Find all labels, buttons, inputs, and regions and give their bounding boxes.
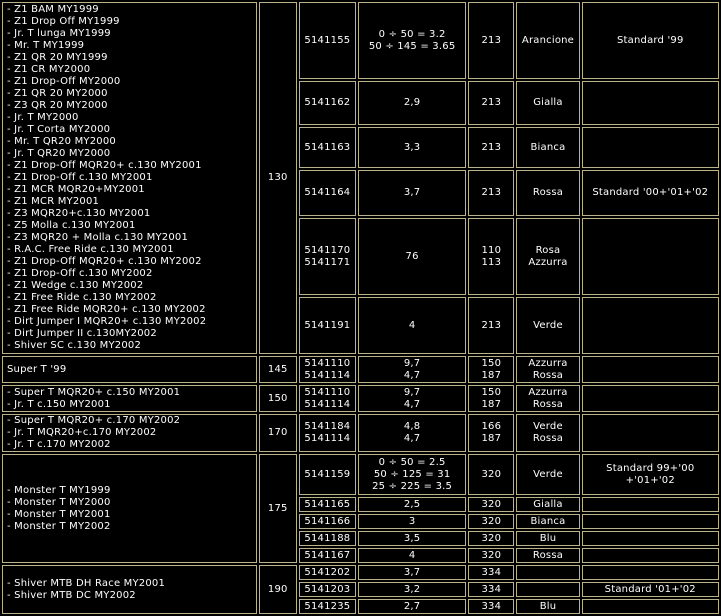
note-cell: Standard 99+'00 +'01+'02 bbox=[582, 454, 719, 495]
note-cell bbox=[582, 565, 719, 580]
code-cell: 5141159 bbox=[299, 454, 356, 495]
color-cell: Gialla bbox=[516, 81, 579, 125]
code-cell: 5141110 5141114 bbox=[299, 356, 356, 383]
rate-cell: 0 ÷ 50 = 3.2 50 ÷ 145 = 3.65 bbox=[358, 2, 466, 79]
rate-cell: 2,7 bbox=[358, 599, 466, 614]
travel-cell: 170 bbox=[259, 414, 297, 452]
code-cell: 5141163 bbox=[299, 127, 356, 168]
note-cell bbox=[582, 127, 719, 168]
code-cell: 5141155 bbox=[299, 2, 356, 79]
code-cell: 5141164 bbox=[299, 170, 356, 216]
code-cell: 5141188 bbox=[299, 531, 356, 546]
color-cell: Gialla bbox=[516, 497, 579, 512]
note-cell bbox=[582, 548, 719, 563]
color-cell: Verde bbox=[516, 454, 579, 495]
length-cell: 166 187 bbox=[468, 414, 514, 452]
models-cell: - Z1 BAM MY1999 - Z1 Drop Off MY1999 - Jr. T lunga MY1999 - Mr. T MY1999 - Z1 QR 20 MY1999 - Z1 CR MY2000 - Z1 Drop-Off MY2000 - Z1 QR 20 MY2000 - Z3 QR 20 MY2000 - Jr. T MY2000 - Jr. T Corta MY2000 - Mr. T QR20 MY2000 - Jr. T QR20 MY2000 - Z1 Drop-Off MQR20+ c.130 MY2001 - Z1 Drop-Off c.130 MY2001 - Z1 MCR MQR20+MY2001 - Z1 MCR MY2001 - Z3 MQR20+c.130 MY2001 - Z5 Molla c.130 MY2001 - Z3 MQR20 + Molla c.130 MY2001 - R.A.C. Free Ride c.130 MY2001 - Z1 Drop-Off MQR20+ c.130 MY2002 - Z1 Drop-Off c.130 MY2002 - Z1 Wedge c.130 MY2002 - Z1 Free Ride c.130 MY2002 - Z1 Free Ride MQR20+ c.130 MY2002 - Dirt Jumper I MQR20+ c.130 MY2002 - Dirt Jumper II c.130MY2002 - Shiver SC c.130 MY2002 bbox=[2, 2, 257, 354]
rate-cell: 2,9 bbox=[358, 81, 466, 125]
color-cell: Bianca bbox=[516, 514, 579, 529]
travel-cell: 150 bbox=[259, 385, 297, 412]
code-cell: 5141167 bbox=[299, 548, 356, 563]
length-cell: 320 bbox=[468, 531, 514, 546]
color-cell: Verde bbox=[516, 297, 579, 354]
length-cell: 334 bbox=[468, 599, 514, 614]
code-cell: 5141166 bbox=[299, 514, 356, 529]
note-cell bbox=[582, 385, 719, 412]
rate-cell: 76 bbox=[358, 218, 466, 295]
code-cell: 5141184 5141114 bbox=[299, 414, 356, 452]
rate-cell: 3,5 bbox=[358, 531, 466, 546]
length-cell: 334 bbox=[468, 582, 514, 597]
models-cell: Super T '99 bbox=[2, 356, 257, 383]
rate-cell: 3,7 bbox=[358, 170, 466, 216]
travel-cell: 190 bbox=[259, 565, 297, 614]
length-cell: 150 187 bbox=[468, 356, 514, 383]
code-cell: 5141191 bbox=[299, 297, 356, 354]
code-cell: 5141202 bbox=[299, 565, 356, 580]
color-cell: Rossa bbox=[516, 170, 579, 216]
models-cell: - Shiver MTB DH Race MY2001 - Shiver MTB DC MY2002 bbox=[2, 565, 257, 614]
note-cell: Standard '01+'02 bbox=[582, 582, 719, 597]
rate-cell: 9,7 4,7 bbox=[358, 385, 466, 412]
color-cell: Azzurra Rossa bbox=[516, 385, 579, 412]
rate-cell: 3 bbox=[358, 514, 466, 529]
color-cell bbox=[516, 582, 579, 597]
length-cell: 150 187 bbox=[468, 385, 514, 412]
color-cell: Arancione bbox=[516, 2, 579, 79]
note-cell: Standard '00+'01+'02 bbox=[582, 170, 719, 216]
length-cell: 110 113 bbox=[468, 218, 514, 295]
color-cell bbox=[516, 565, 579, 580]
code-cell: 5141162 bbox=[299, 81, 356, 125]
travel-cell: 175 bbox=[259, 454, 297, 563]
note-cell: Standard '99 bbox=[582, 2, 719, 79]
code-cell: 5141110 5141114 bbox=[299, 385, 356, 412]
color-cell: Rossa bbox=[516, 548, 579, 563]
length-cell: 320 bbox=[468, 514, 514, 529]
length-cell: 213 bbox=[468, 127, 514, 168]
code-cell: 5141170 5141171 bbox=[299, 218, 356, 295]
note-cell bbox=[582, 297, 719, 354]
travel-cell: 130 bbox=[259, 2, 297, 354]
code-cell: 5141203 bbox=[299, 582, 356, 597]
rate-cell: 4 bbox=[358, 297, 466, 354]
code-cell: 5141235 bbox=[299, 599, 356, 614]
note-cell bbox=[582, 356, 719, 383]
rate-cell: 3,2 bbox=[358, 582, 466, 597]
models-cell: - Super T MQR20+ c.170 MY2002 - Jr. T MQR20+c.170 MY2002 - Jr. T c.170 MY2002 bbox=[2, 414, 257, 452]
length-cell: 320 bbox=[468, 548, 514, 563]
color-cell: Blu bbox=[516, 531, 579, 546]
rate-cell: 0 ÷ 50 = 2.5 50 ÷ 125 = 31 25 ÷ 225 = 3.5 bbox=[358, 454, 466, 495]
length-cell: 334 bbox=[468, 565, 514, 580]
note-cell bbox=[582, 514, 719, 529]
note-cell bbox=[582, 414, 719, 452]
length-cell: 320 bbox=[468, 497, 514, 512]
length-cell: 320 bbox=[468, 454, 514, 495]
rate-cell: 4,8 4,7 bbox=[358, 414, 466, 452]
models-cell: - Monster T MY1999 - Monster T MY2000 - Monster T MY2001 - Monster T MY2002 bbox=[2, 454, 257, 563]
rate-cell: 3,3 bbox=[358, 127, 466, 168]
note-cell bbox=[582, 218, 719, 295]
color-cell: Blu bbox=[516, 599, 579, 614]
color-cell: Verde Rossa bbox=[516, 414, 579, 452]
rate-cell: 2,5 bbox=[358, 497, 466, 512]
note-cell bbox=[582, 599, 719, 614]
length-cell: 213 bbox=[468, 2, 514, 79]
color-cell: Bianca bbox=[516, 127, 579, 168]
length-cell: 213 bbox=[468, 297, 514, 354]
color-cell: Rosa Azzurra bbox=[516, 218, 579, 295]
rate-cell: 3,7 bbox=[358, 565, 466, 580]
rate-cell: 4 bbox=[358, 548, 466, 563]
color-cell: Azzurra Rossa bbox=[516, 356, 579, 383]
length-cell: 213 bbox=[468, 81, 514, 125]
models-cell: - Super T MQR20+ c.150 MY2001 - Jr. T c.150 MY2001 bbox=[2, 385, 257, 412]
code-cell: 5141165 bbox=[299, 497, 356, 512]
note-cell bbox=[582, 531, 719, 546]
travel-cell: 145 bbox=[259, 356, 297, 383]
note-cell bbox=[582, 81, 719, 125]
rate-cell: 9,7 4,7 bbox=[358, 356, 466, 383]
length-cell: 213 bbox=[468, 170, 514, 216]
note-cell bbox=[582, 497, 719, 512]
